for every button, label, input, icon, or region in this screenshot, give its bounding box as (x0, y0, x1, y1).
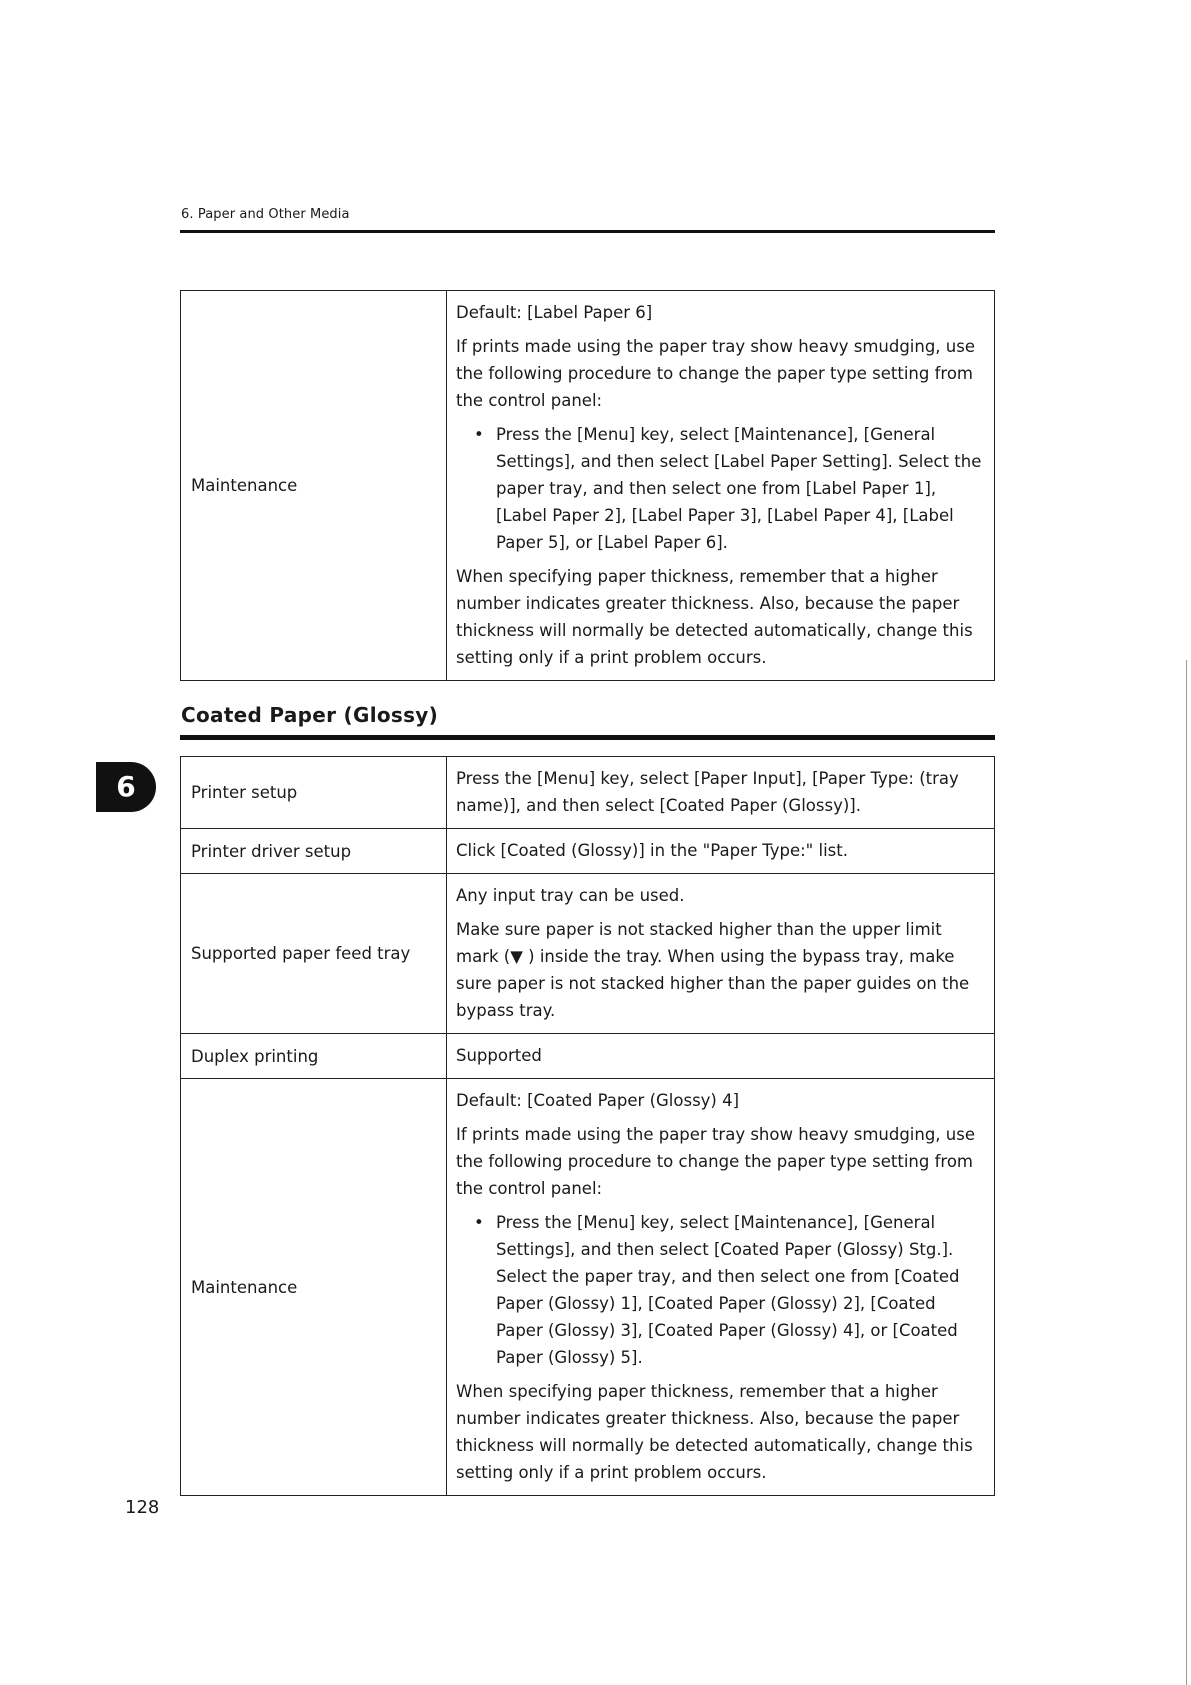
bullet-icon: • (474, 425, 484, 444)
row-description-cell (447, 291, 995, 681)
table-row (181, 874, 995, 1034)
row-label-cell (181, 1034, 447, 1079)
label-paper-table (180, 290, 995, 681)
scan-margin-line (1186, 660, 1187, 1685)
header-rule (180, 230, 995, 233)
section-heading: Coated Paper (Glossy) (181, 703, 439, 727)
default-value: Default: [Coated Paper (Glossy) 4] (456, 1091, 740, 1110)
table-row (181, 757, 995, 829)
row-label: Maintenance (191, 476, 298, 495)
table-row (181, 291, 995, 681)
row-description-cell (447, 1079, 995, 1496)
feed-tray-note: Make sure paper is not stacked higher than the upper limit mark (▼ ) inside the tray. When using the bypass tray, make sure paper is not stacked higher than the paper guides on the bypass tray. (456, 920, 970, 1020)
page-number: 128 (125, 1497, 160, 1518)
default-value: Default: [Label Paper 6] (456, 303, 653, 322)
procedure-step (474, 421, 985, 556)
row-label-cell (181, 757, 447, 829)
bullet-icon: • (474, 1213, 484, 1232)
row-label: Supported paper feed tray (191, 944, 411, 963)
driver-setup-text: Click [Coated (Glossy)] in the "Paper Type:" list. (456, 841, 848, 860)
row-label: Duplex printing (191, 1046, 319, 1066)
procedure-intro: If prints made using the paper tray show heavy smudging, use the following procedure to change the paper type setting from the control panel: (456, 1125, 976, 1198)
row-label: Maintenance (191, 1277, 298, 1297)
row-description-cell (447, 1034, 995, 1079)
procedure-step-text: Press the [Menu] key, select [Maintenance], [General Settings], and then select [Label Paper Setting]. Select the paper tray, and then select one from [Label Paper 1], [Label Paper 2], [Label Paper 3], [Label Paper 4], [Label Paper 5], or [Label Paper 6]. (496, 425, 982, 552)
printer-setup-text: Press the [Menu] key, select [Paper Input], [Paper Type: (tray name)], and then select [Coated Paper (Glossy)]. (456, 769, 959, 815)
table-row (181, 1079, 995, 1496)
thickness-note: When specifying paper thickness, remember that a higher number indicates greater thickness. Also, because the paper thickness will normally be detected automatically, change this setting only if a print problem occurs. (456, 1382, 973, 1482)
procedure-step (474, 1209, 985, 1371)
thickness-note: When specifying paper thickness, remember that a higher number indicates greater thickness. Also, because the paper thickness will normally be detected automatically, change this setting only if a print problem occurs. (456, 567, 973, 667)
row-description-cell (447, 757, 995, 829)
table-row (181, 1034, 995, 1079)
chapter-tab: 6 (96, 762, 156, 812)
row-label: Printer driver setup (191, 841, 352, 861)
duplex-text: Supported (456, 1046, 542, 1065)
row-label-cell (181, 1079, 447, 1496)
section-rule (180, 735, 995, 740)
feed-tray-text: Any input tray can be used. (456, 886, 685, 905)
row-label-cell (181, 829, 447, 874)
row-description-cell (447, 829, 995, 874)
row-description-cell (447, 874, 995, 1034)
row-label-cell (181, 291, 447, 681)
row-label: Printer setup (191, 783, 298, 802)
procedure-step-text: Press the [Menu] key, select [Maintenance], [General Settings], and then select [Coated Paper (Glossy) Stg.]. Select the paper tray, and then select one from [Coated Paper (Glossy) 1], [Coated Paper (Glossy) 2], [Coated Paper (Glossy) 3], [Coated Paper (Glossy) 4], or [Coated Paper (Glossy) 5]. (496, 1213, 960, 1367)
procedure-intro: If prints made using the paper tray show heavy smudging, use the following procedure to change the paper type setting from the control panel: (456, 337, 976, 410)
row-label-cell (181, 874, 447, 1034)
table-row (181, 829, 995, 874)
running-header: 6. Paper and Other Media (181, 207, 350, 222)
coated-paper-table (180, 756, 995, 1496)
